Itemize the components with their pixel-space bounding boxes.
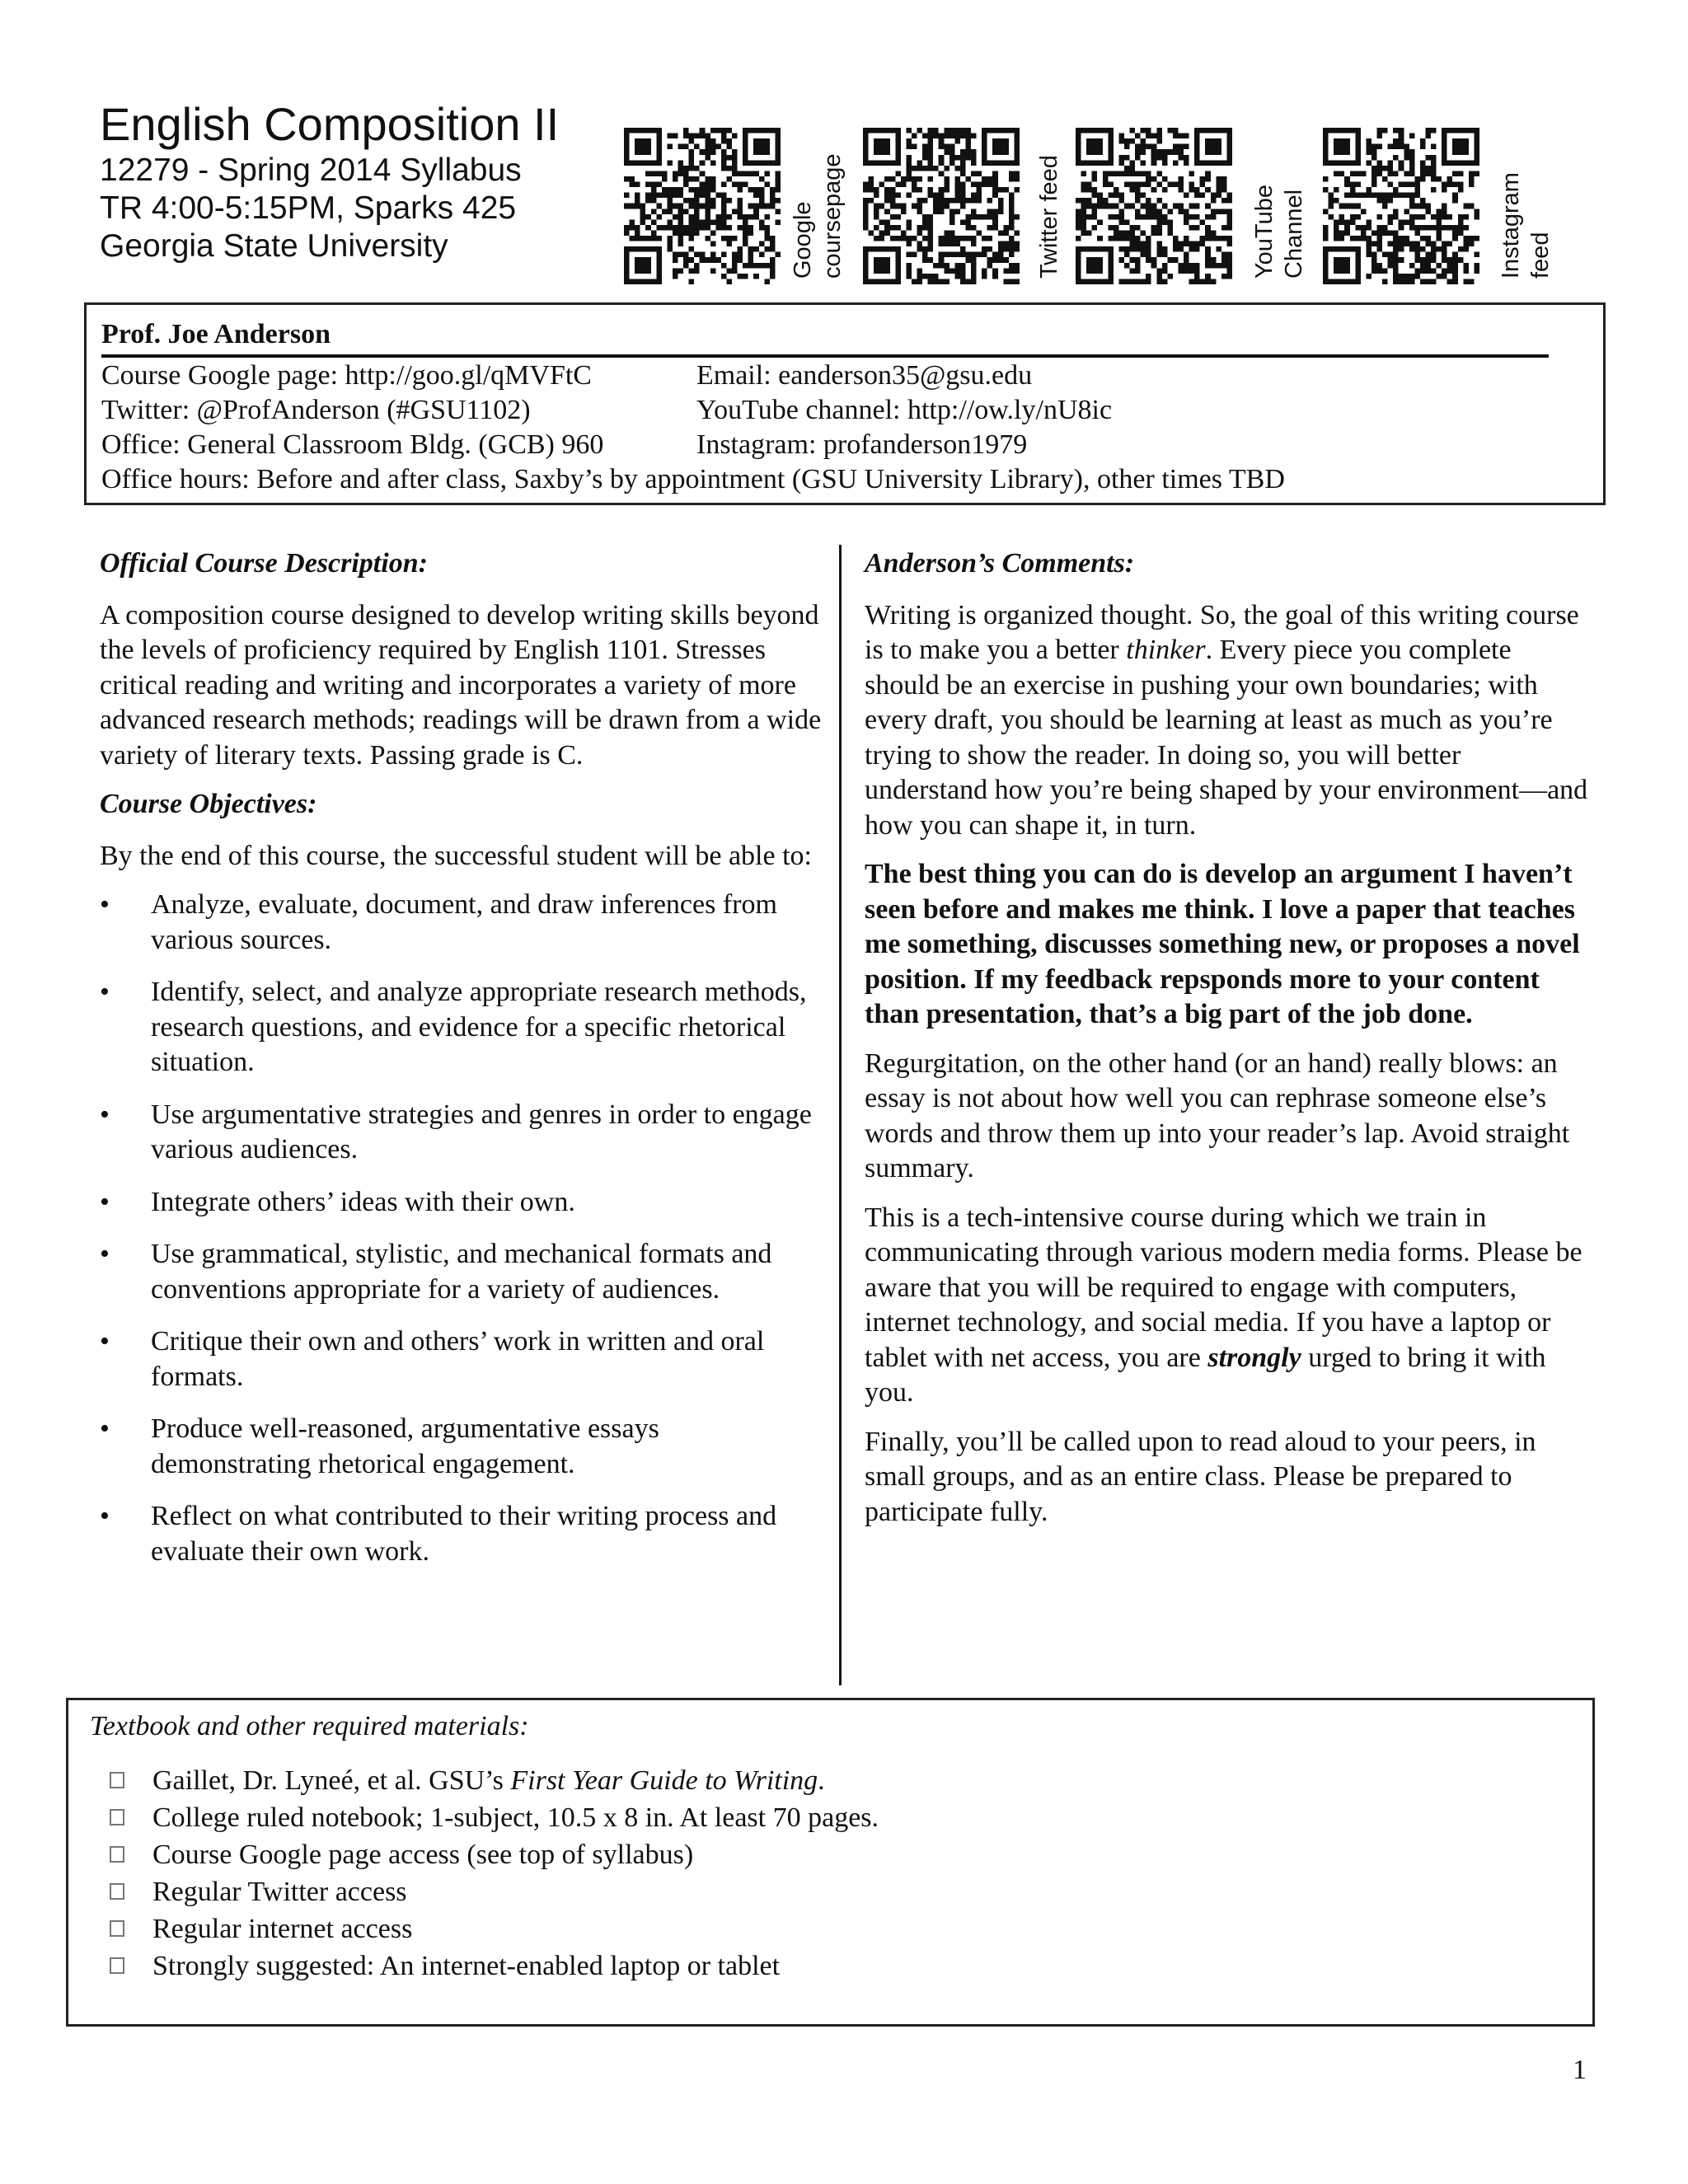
comments-paragraph-4: This is a tech-intensive course during which we train in communicating through various modern media forms. Please be aware that you will be required to engage with computers, internet technology, and social media. If you have a laptop or tablet with net access, you are strongly urged to bring it with you.: [865, 1202, 1582, 1408]
comments-paragraph-5: Finally, you’ll be called upon to read aloud to your peers, in small groups, and as an entire class. Please be prepared to participate fully.: [865, 1426, 1536, 1527]
bullet: •: [100, 1186, 110, 1217]
column-divider: [839, 545, 842, 1685]
list-item: • Analyze, evaluate, document, and draw inferences from various sources.: [100, 889, 777, 955]
list-item: Regular Twitter access: [110, 1873, 879, 1910]
office-location: Office: General Classroom Bldg. (GCB) 960: [101, 429, 604, 460]
comments-paragraph-3: Regurgitation, on the other hand (or an hand) really blows: an essay is not about how well you can rephrase someone else’s words and throw them up into your reader’s lap. Avoid straight summary.: [865, 1047, 1570, 1183]
list-item: • Use grammatical, stylistic, and mechanical formats and conventions appropriate for a variety of audiences.: [100, 1239, 772, 1305]
instagram-link[interactable]: Instagram: profanderson1979: [696, 429, 1028, 460]
comments-paragraph-1: Writing is organized thought. So, the goal of this writing course is to make you a better thinker. Every piece you complete should be an exercise in pushing your own boundaries; with every draft, you should be learning at least as much as you’re trying to show the reader. In doing so, you will better understand how you’re being shaped by your environment—and how you can shape it, in turn.: [865, 599, 1588, 841]
list-item: • Integrate others’ ideas with their own.: [100, 1185, 825, 1221]
materials-list: [110, 1762, 879, 1985]
bullet: •: [100, 1099, 110, 1130]
list-item: • Use argumentative strategies and genres in order to engage various audiences.: [100, 1099, 812, 1165]
course-term: 12279 - Spring 2014 Syllabus: [100, 152, 522, 188]
objectives-list: [100, 888, 825, 1569]
objectives-intro: By the end of this course, the successful student will be able to:: [100, 840, 812, 871]
qr-label-google: Google coursepage: [790, 153, 846, 279]
list-item: Strongly suggested: An internet-enabled laptop or tablet: [110, 1947, 879, 1985]
list-item: • Critique their own and others’ work in written and oral formats.: [100, 1326, 765, 1392]
objectives-heading: Course Objectives:: [100, 789, 317, 819]
bullet: •: [100, 1239, 110, 1269]
instructor-name: Prof. Joe Anderson: [101, 319, 331, 349]
instructor-info-box: [84, 302, 1606, 505]
qr-code-youtube-icon[interactable]: [1076, 128, 1232, 284]
checkbox-icon: [110, 1809, 124, 1825]
list-item: • Identify, select, and analyze appropriate research methods, research questions, and evidence for a specific rhetorical situation.: [100, 977, 807, 1077]
email-link[interactable]: Email: eanderson35@gsu.edu: [696, 360, 1033, 391]
course-schedule: TR 4:00-5:15PM, Sparks 425: [100, 190, 517, 226]
bullet: •: [100, 1326, 110, 1357]
bullet: •: [100, 977, 110, 1007]
comments-heading: Anderson’s Comments:: [865, 548, 1135, 579]
twitter-link[interactable]: Twitter: @ProfAnderson (#GSU1102): [101, 395, 531, 425]
comments-paragraph-2: The best thing you can do is develop an argument I haven’t seen before and makes me think. I love a paper that teaches me something, discusses something new, or proposes a novel position. If my feedback repsponds more to your content than presentation, that’s a big part of the job done.: [865, 859, 1580, 1029]
list-item: Regular internet access: [110, 1910, 879, 1947]
materials-heading: Textbook and other required materials:: [90, 1711, 529, 1741]
right-column: [865, 546, 1590, 1544]
checkbox-icon: [110, 1920, 124, 1937]
course-title: English Composition II: [100, 98, 560, 150]
checkbox-icon: [110, 1846, 124, 1863]
qr-label-twitter: Twitter feed: [1036, 155, 1062, 279]
bullet: •: [100, 1413, 110, 1444]
list-item: Gaillet, Dr. Lyneé, et al. GSU’s First Year Guide to Writing.: [110, 1762, 879, 1799]
qr-label-instagram: Instagram feed: [1498, 172, 1554, 279]
course-header: [100, 97, 559, 265]
qr-code-google-coursepage-icon[interactable]: [624, 128, 781, 284]
description-heading: Official Course Description:: [100, 548, 428, 579]
bullet: •: [100, 1501, 110, 1531]
list-item: College ruled notebook; 1-subject, 10.5 x 8 in. At least 70 pages.: [110, 1799, 879, 1836]
google-page-link[interactable]: Course Google page: http://goo.gl/qMVFtC: [101, 360, 592, 391]
qr-code-instagram-icon[interactable]: [1323, 128, 1479, 284]
office-hours: Office hours: Before and after class, Saxby’s by appointment (GSU University Library), other times TBD: [101, 464, 1285, 494]
bullet: •: [100, 889, 110, 920]
materials-box: [66, 1698, 1595, 2027]
qr-label-youtube: YouTube Channel: [1251, 185, 1307, 279]
page-number: 1: [1573, 2055, 1587, 2085]
list-item: Course Google page access (see top of syllabus): [110, 1836, 879, 1873]
left-column: [100, 546, 825, 1586]
youtube-link[interactable]: YouTube channel: http://ow.ly/nU8ic: [696, 395, 1113, 425]
course-description: A composition course designed to develop writing skills beyond the levels of proficiency required by English 1101. Stresses critical reading and writing and incorporates a variety of more advanced research methods; readings will be drawn from a wide variety of literary texts. Passing grade is C.: [100, 599, 822, 771]
qr-code-twitter-icon[interactable]: [863, 128, 1020, 284]
list-item: • Produce well-reasoned, argumentative essays demonstrating rhetorical engagement.: [100, 1413, 659, 1479]
university-name: Georgia State University: [100, 228, 448, 264]
checkbox-icon: [110, 1957, 124, 1974]
divider: [101, 354, 1549, 358]
list-item: • Reflect on what contributed to their writing process and evaluate their own work.: [100, 1501, 777, 1567]
checkbox-icon: [110, 1883, 124, 1900]
checkbox-icon: [110, 1772, 124, 1788]
